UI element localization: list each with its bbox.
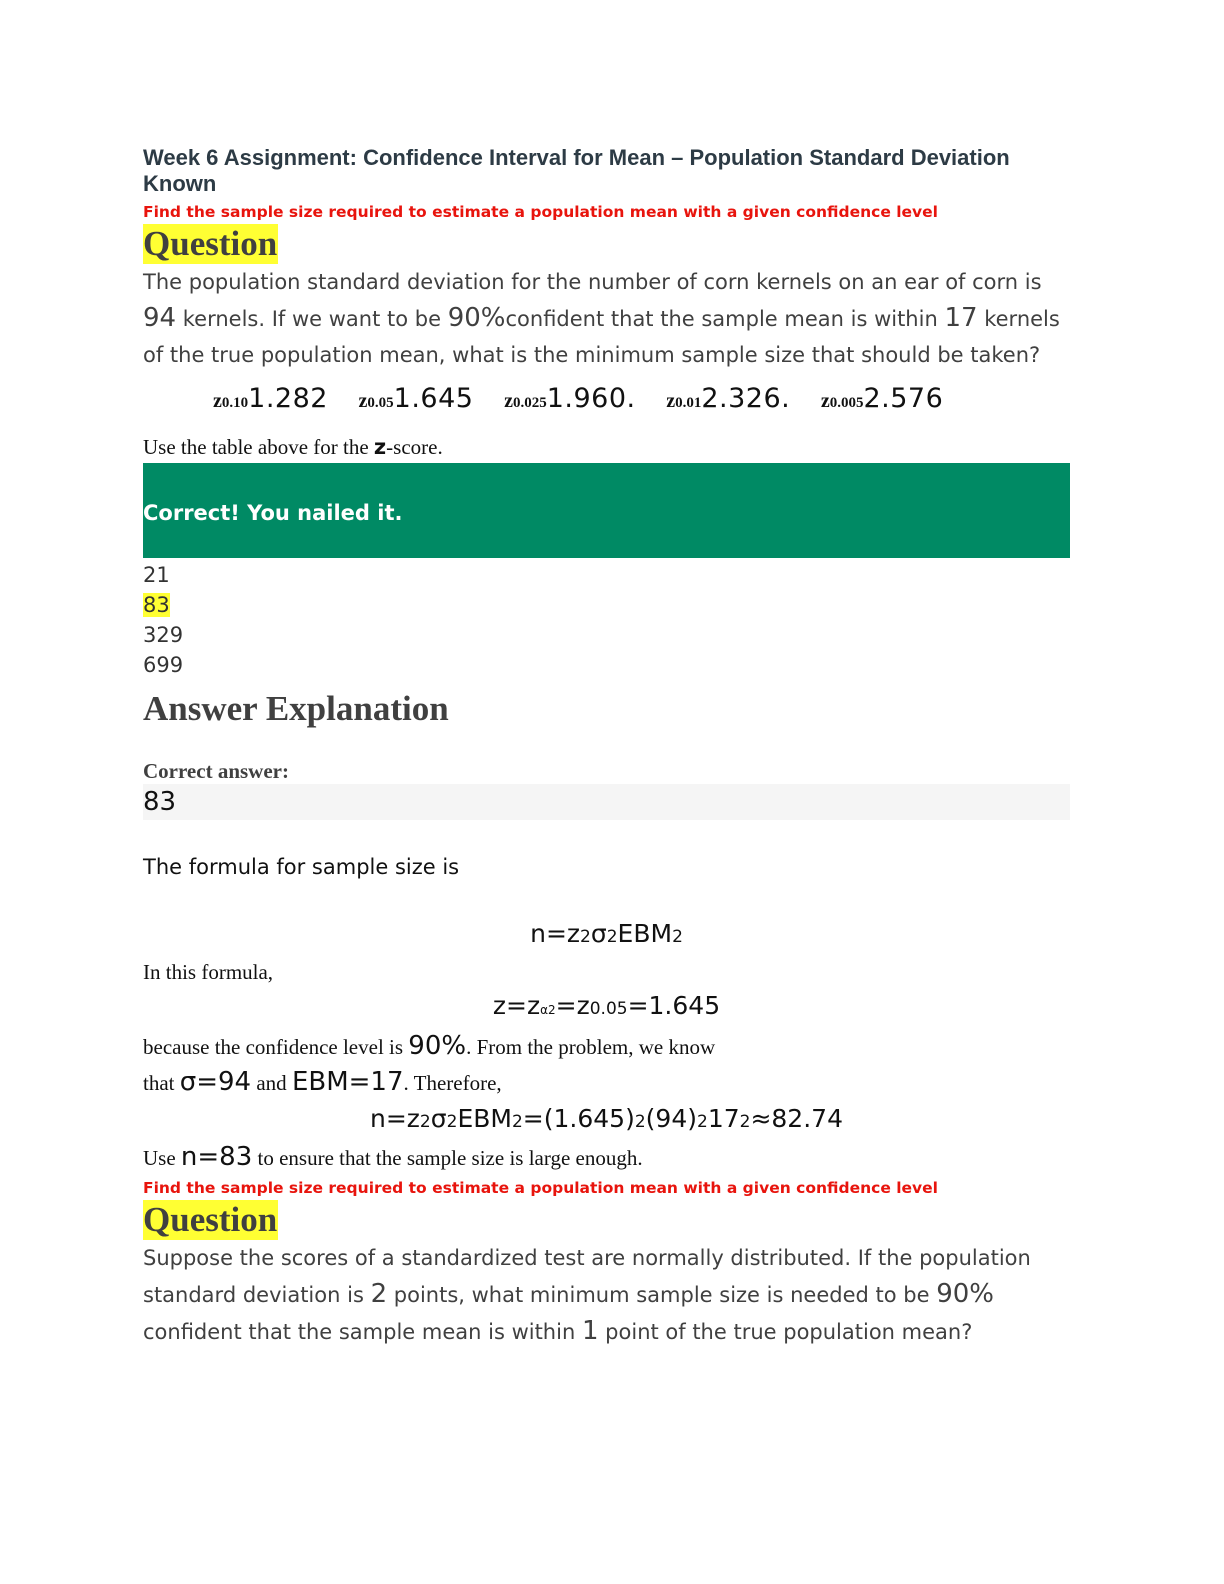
- question-heading: Question: [143, 1200, 278, 1239]
- answer-option[interactable]: 21: [143, 563, 170, 587]
- page-title: Week 6 Assignment: Confidence Interval for Mean – Population Standard Deviation Known: [143, 145, 1010, 196]
- formula-intro: The formula for sample size is: [143, 855, 460, 879]
- formula-note: In this formula,: [143, 960, 274, 984]
- z-score-table: [213, 379, 1070, 423]
- z-table-cell: z0.0052.576: [820, 383, 944, 414]
- objective-note: Find the sample size required to estimate a population mean with a given confidence level: [143, 1179, 938, 1197]
- z-table-cell: z0.051.645: [358, 383, 474, 414]
- table-note: Use the table above for the z-score.: [143, 435, 443, 459]
- objective-note: Find the sample size required to estimate a population mean with a given confidence level: [143, 203, 938, 221]
- feedback-text: Correct! You nailed it.: [143, 501, 403, 525]
- explanation-text: that σ=94 and EBM=17. Therefore,: [143, 1067, 502, 1097]
- explanation-text: because the confidence level is 90%. From the problem, we know: [143, 1031, 716, 1061]
- document-page: [143, 145, 1070, 1350]
- z-table-cell: z0.101.282: [213, 383, 328, 414]
- question-heading: Question: [143, 224, 278, 263]
- answer-options: [143, 560, 1070, 680]
- explanation-title: Answer Explanation: [143, 689, 449, 728]
- answer-option[interactable]: 329: [143, 623, 184, 647]
- z-value-formula: z=zα2=z0.05=1.645: [492, 991, 721, 1020]
- question-text: The population standard deviation for the number of corn kernels on an ear of corn is 94 kernels. If we want to be 90%confident that the sample mean is within 17 kernels of the true population mean, what is the minimum sample size that should be taken?: [143, 270, 1060, 367]
- z-table-cell: z0.0251.960.: [504, 383, 636, 414]
- sample-size-formula: n=z2σ2EBM2: [530, 919, 683, 948]
- answer-option[interactable]: 699: [143, 653, 184, 677]
- correct-answer-label: Correct answer:: [143, 759, 289, 783]
- calculation-formula: n=z2σ2EBM2=(1.645)2(94)2172≈82.74: [370, 1104, 843, 1133]
- conclusion-text: Use n=83 to ensure that the sample size is large enough.: [143, 1142, 643, 1172]
- z-table-cell: z0.012.326.: [666, 383, 791, 414]
- question-text: Suppose the scores of a standardized test are normally distributed. If the population standard deviation is 2 points, what minimum sample size is needed to be 90% confident that the sample mean is within 1 point of the true population mean?: [143, 1246, 1031, 1346]
- correct-answer-value: 83: [143, 784, 1070, 820]
- feedback-banner: [143, 463, 1070, 558]
- answer-option-selected[interactable]: 83: [143, 593, 170, 617]
